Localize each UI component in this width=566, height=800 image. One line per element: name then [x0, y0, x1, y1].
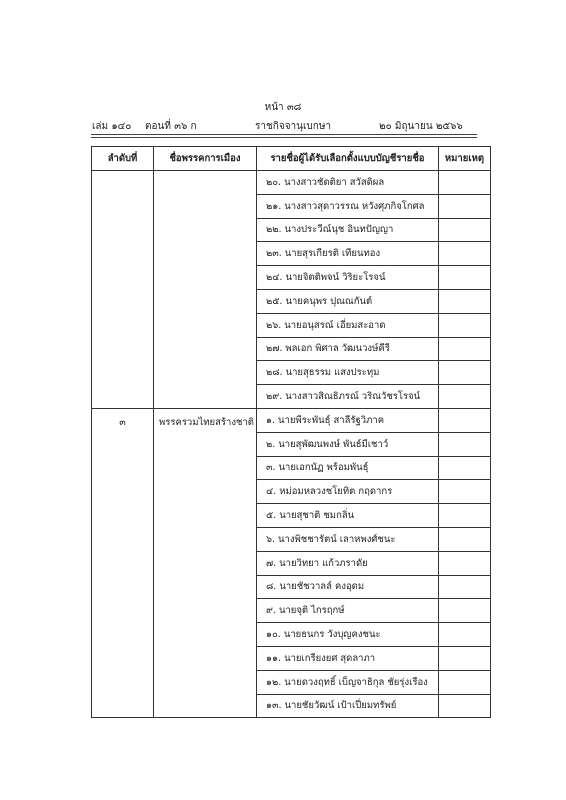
candidate-name: ๒๙. นางสาวสิณธิภรณ์ วริณวัชรโรจน์ [256, 385, 438, 409]
remark-cell [438, 218, 490, 242]
candidate-name: ๒. นายสุพัฒนพงษ์ พันธ์มีเชาว์ [256, 432, 438, 456]
col-header-party: ชื่อพรรคการเมือง [154, 147, 257, 171]
remark-cell [438, 408, 490, 432]
candidate-name: ๒๕. นายคนุพร ปุณณกันต์ [256, 289, 438, 313]
issue-label: ตอนที่ ๓๖ ก [145, 121, 197, 132]
candidate-name: ๒๑. นางสาวสุดาวรรณ หวังศุภกิจโกศล [256, 194, 438, 218]
remark-cell [438, 480, 490, 504]
remark-cell [438, 313, 490, 337]
candidate-name: ๒๖. นายอนุสรณ์ เอี่ยมสะอาด [256, 313, 438, 337]
remark-cell [438, 385, 490, 409]
candidate-name: ๒๘. นายสุธรรม แสงประทุม [256, 361, 438, 385]
table-header-row [92, 147, 491, 171]
remark-cell [438, 504, 490, 528]
candidate-name: ๑๐. นายธนกร วังบุญคงชนะ [256, 623, 438, 647]
order-cell-continued [92, 171, 154, 409]
header-rule-bottom [91, 137, 477, 138]
remark-cell [438, 599, 490, 623]
party-list-table [91, 146, 491, 718]
candidate-name: ๓. นายเอกนัฏ พร้อมพันธุ์ [256, 456, 438, 480]
candidate-name: ๔. หม่อมหลวงชโยทิต กฤดากร [256, 480, 438, 504]
remark-cell [438, 266, 490, 290]
candidate-name: ๗. นายวิทยา แก้วภราดัย [256, 551, 438, 575]
remark-cell [438, 337, 490, 361]
candidate-name: ๒๒. นางประวีณ์นุช อินทปัญญา [256, 218, 438, 242]
remark-cell [438, 171, 490, 195]
candidate-name: ๙. นายจุติ ไกรฤกษ์ [256, 599, 438, 623]
candidate-name: ๑๒. นายดวงฤทธิ์ เบ็ญจาธิกุล ชัยรุ่งเรือง [256, 670, 438, 694]
remark-cell [438, 527, 490, 551]
candidate-name: ๒๗. พลเอก พิศาล วัฒนวงษ์คีรี [256, 337, 438, 361]
remark-cell [438, 694, 490, 718]
col-header-names: รายชื่อผู้ได้รับเลือกตั้งแบบบัญชีรายชื่อ [256, 147, 438, 171]
candidate-name: ๖. นางพิชชารัตน์ เลาหพงศ์ชนะ [256, 527, 438, 551]
remark-cell [438, 432, 490, 456]
remark-cell [438, 289, 490, 313]
col-header-order: ลำดับที่ [92, 147, 154, 171]
candidate-name: ๒๔. นายจิตติพจน์ วิริยะโรจน์ [256, 266, 438, 290]
volume-label: เล่ม ๑๔๐ [92, 121, 132, 132]
party-order-number: ๓ [92, 408, 154, 717]
candidate-name: ๑๑. นายเกรียงยศ สุดลาภา [256, 646, 438, 670]
remark-cell [438, 646, 490, 670]
remark-cell [438, 361, 490, 385]
candidate-name: ๑๓. นายชัยวัฒน์ เป้าเปี่ยมทรัพย์ [256, 694, 438, 718]
candidate-name: ๕. นายสุชาติ ชมกลิ่น [256, 504, 438, 528]
date-label: ๒๐ มิถุนายน ๒๕๖๖ [379, 121, 463, 132]
candidate-name: ๘. นายชัชวาลล์ คงอุดม [256, 575, 438, 599]
candidate-name: ๒๓. นายสุรเกียรติ เทียนทอง [256, 242, 438, 266]
col-header-remark: หมายเหตุ [438, 147, 490, 171]
table-row [92, 408, 491, 432]
remark-cell [438, 575, 490, 599]
remark-cell [438, 456, 490, 480]
party-name: พรรครวมไทยสร้างชาติ [154, 408, 257, 717]
gazette-header [92, 119, 476, 133]
remark-cell [438, 242, 490, 266]
party-cell-continued [154, 171, 257, 409]
candidate-name: ๒๐. นางสาวชัดติยา สวัสดิผล [256, 171, 438, 195]
remark-cell [438, 623, 490, 647]
page-number: หน้า ๓๘ [264, 102, 302, 113]
remark-cell [438, 194, 490, 218]
remark-cell [438, 551, 490, 575]
candidate-name: ๑. นายพีระพันธุ์ สาลีรัฐวิภาค [256, 408, 438, 432]
gazette-title: ราชกิจจานุเบกษา [255, 121, 332, 132]
remark-cell [438, 670, 490, 694]
header-rule-top [91, 134, 477, 135]
table-row [92, 171, 491, 195]
